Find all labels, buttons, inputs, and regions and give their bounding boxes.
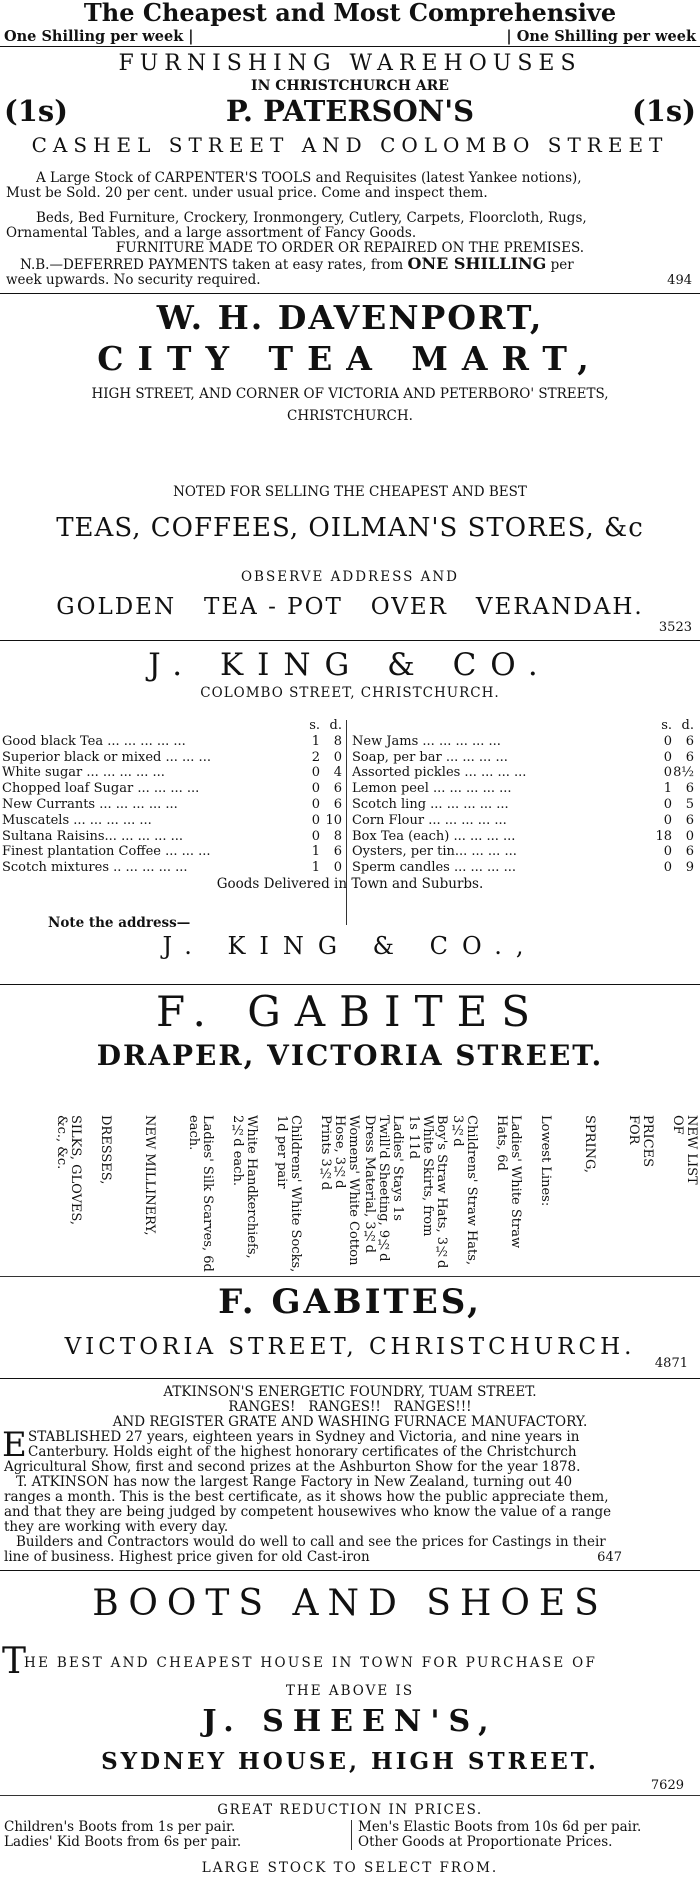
item-shillings: 1 [663,781,672,797]
price-list-header: s. d. [661,718,694,733]
gabites-name: F. GABITES [155,990,545,1034]
item-shillings: 18 [655,828,672,844]
item-pence: 10 [325,812,342,828]
item-name: White sugar ... ... ... ... ... [2,765,165,781]
item-pence: 8 [333,828,342,844]
paterson-name-row [0,95,700,127]
gabites-column: Childrens' Straw Hats, 3½d [450,1115,479,1266]
atkinson-line8: Builders and Contractors would do well to call and see the prices for Castings in their [16,1535,606,1550]
great-reduction: GREAT REDUCTION IN PRICES. [217,1802,483,1818]
boots-and-shoes-title: BOOTS AND SHOES [92,1584,608,1624]
divider-line [0,984,700,985]
item-pence: 6 [685,844,694,860]
atkinson-line9: line of business. Highest price given for old Cast-iron [4,1550,370,1565]
item-pence: 5 [685,796,694,812]
divider-line [0,1378,700,1379]
item-shillings: 1 [311,844,320,860]
gabites-column: Ladies' White Straw Hats, 6d [494,1115,523,1249]
item-name: Scotch mixtures .. ... ... ... ... [2,860,188,876]
item-name: Oysters, per tin... ... ... ... [352,844,517,860]
king-name-footer: J. KING & CO., [162,933,538,959]
paterson-tools-line2: Must be Sold. 20 per cent. under usual price. Come and inspect them. [6,186,488,201]
column-divider [346,720,347,925]
divider-line [0,46,700,47]
sheen-other-goods: Other Goods at Proportionate Prices. [358,1835,613,1850]
price-list-item [352,781,694,797]
item-pence: 8 [333,733,342,749]
price-badge-left: (1s) [4,95,68,127]
item-pence: 6 [685,781,694,797]
divider-line [0,1276,700,1277]
divider-line [0,1795,700,1796]
furnishing-warehouses: FURNISHING WAREHOUSES [118,52,582,76]
paterson-shilling-row [0,29,700,45]
item-shillings: 0 [311,812,320,828]
price-list-item [2,750,342,766]
item-shillings: 1 [311,860,320,876]
king-note-address: Note the address— [48,915,191,931]
item-shillings: 2 [311,749,320,765]
gabites-column: PRICES FOR [626,1115,655,1168]
atkinson-line3: Agricultural Show, first and second prizes at the Ashburton Show for the year 1878. [4,1460,581,1475]
gabites-column: White Handkerchiefs, 2½d each. [230,1115,259,1259]
gabites-draper: DRAPER, VICTORIA STREET. [96,1040,604,1072]
item-name: Box Tea (each) ... ... ... ... [352,828,516,844]
atkinson-dropcap: E [2,1425,27,1465]
ad-ref-647: 647 [597,1550,622,1565]
large-stock: LARGE STOCK TO SELECT FROM. [201,1860,499,1876]
atkinson-ranges: RANGES! RANGES!! RANGES!!! [228,1400,472,1415]
gabites-name-footer: F. GABITES, [218,1284,482,1320]
sheen-children-boots: Children's Boots from 1s per pair. [4,1820,236,1835]
item-shillings: 0 [311,828,320,844]
item-shillings: 0 [311,796,320,812]
atkinson-title: ATKINSON'S ENERGETIC FOUNDRY, TUAM STREET. [163,1385,537,1400]
ad-ref-494: 494 [667,273,692,288]
atkinson-line6: and that they are being judged by competent housewives who know the value of a range [4,1505,612,1520]
gabites-column: Ladies' Silk Scarves, 6d each. [186,1115,215,1272]
ad-ref-7629: 7629 [650,1778,684,1793]
item-name: Soap, per bar ... ... ... ... [352,749,508,765]
item-shillings: 0 [311,781,320,797]
davenport-goods: TEAS, COFFEES, OILMAN'S STORES, &c [56,514,644,542]
ad-ref-4871: 4871 [654,1356,688,1371]
atkinson-register: AND REGISTER GRATE AND WASHING FURNACE MANUFACTORY. [112,1415,588,1430]
item-shillings: 0 [663,844,672,860]
item-pence: 9 [685,860,694,876]
item-shillings: 0 [663,796,672,812]
item-name: Muscatels ... ... ... ... ... [2,812,152,828]
price-badge-right: (1s) [632,95,696,127]
atkinson-line1: STABLISHED 27 years, eighteen years in Sydney and Victoria, and nine years in [28,1430,580,1445]
price-list-item [352,797,694,813]
item-shillings: 0 [663,733,672,749]
davenport-address: HIGH STREET, AND CORNER OF VICTORIA AND PETERBORO' STREETS, [91,386,609,402]
item-pence: 6 [685,749,694,765]
davenport-observe: OBSERVE ADDRESS AND [240,569,460,585]
price-list-item [2,765,342,781]
price-list-item [352,734,694,750]
ad-ref-3523: 3523 [658,620,692,635]
item-name: Sperm candles ... ... ... ... [352,860,516,876]
golden-tea-pot: GOLDEN TEA - POT OVER VERANDAH. [56,594,644,620]
gabites-column: NEW LIST OF [670,1115,699,1185]
price-list-item [2,734,342,750]
paterson-week-line: week upwards. No security required. [6,273,261,288]
one-shilling-left: One Shilling per week | [4,29,194,45]
item-name: Corn Flour ... ... ... ... ... [352,812,507,828]
gabites-column: NEW MILLINERY, [142,1115,157,1236]
gabites-column: Ladies' Stays 1s Twill'd Sheeting, 9½d Dress Material, 3½d [362,1115,405,1262]
gabites-column: DRESSES, [98,1115,113,1185]
city-tea-mart: CITY TEA MART, [97,341,603,377]
item-pence: 6 [333,796,342,812]
sheen-mens-boots: Men's Elastic Boots from 10s 6d per pair. [358,1820,642,1835]
price-list-item [2,797,342,813]
price-list-item [2,844,342,860]
item-name: Scotch ling ... ... ... ... ... [352,796,509,812]
price-list-right [352,718,694,876]
atkinson-line5: ranges a month. This is the best certificate, as it shows how the public appreciate them, [4,1490,609,1505]
gabites-column: SILKS, GLOVES, &c., &c. [54,1115,83,1225]
sheen-name: J. SHEEN'S, [202,1705,498,1739]
atkinson-line2: Canterbury. Holds eight of the highest honorary certificates of the Christchurch [28,1445,577,1460]
price-list-left [2,718,342,876]
paterson-streets: CASHEL STREET AND COLOMBO STREET [31,134,669,156]
item-name: Chopped loaf Sugar ... ... ... ... [2,781,200,797]
in-christchurch-are: IN CHRISTCHURCH ARE [251,78,449,94]
sheen-ladies-boots: Ladies' Kid Boots from 6s per pair. [4,1835,242,1850]
price-list-item [352,844,694,860]
item-name: Lemon peel ... ... ... ... ... [352,781,512,797]
price-list-item [352,860,694,876]
davenport-city: CHRISTCHURCH. [287,408,413,424]
gabites-column: Childrens' White Socks, 1d per pair [274,1115,303,1273]
king-street: COLOMBO STREET, CHRISTCHURCH. [200,685,500,701]
gabites-column: Lowest Lines: [538,1115,553,1207]
price-list-item [2,860,342,876]
item-pence: 6 [685,812,694,828]
gabites-column: Boy's Straw Hats, 3½d White Skirts, from 1s 11d [406,1115,449,1269]
divider-line [0,293,700,294]
item-shillings: 0 [663,749,672,765]
item-shillings: 0 [663,765,672,781]
gabites-column: SPRING, [582,1115,597,1174]
item-shillings: 0 [663,860,672,876]
item-pence: 6 [685,733,694,749]
paterson-headline: The Cheapest and Most Comprehensive [83,0,617,26]
item-shillings: 1 [311,733,320,749]
price-list-item [2,813,342,829]
item-shillings: 0 [663,812,672,828]
price-list-header: s. d. [309,718,342,733]
item-pence: 4 [333,765,342,781]
divider-line [0,640,700,641]
item-pence: 0 [333,860,342,876]
paterson-deferred-line: N.B.—DEFERRED PAYMENTS taken at easy rates, from ONE SHILLING per [20,256,574,273]
item-pence: 6 [333,844,342,860]
davenport-noted: NOTED FOR SELLING THE CHEAPEST AND BEST [173,484,527,500]
atkinson-line4: T. ATKINSON has now the largest Range Factory in New Zealand, turning out 40 [16,1475,573,1490]
davenport-name: W. H. DAVENPORT, [156,300,544,336]
price-list-item [352,813,694,829]
atkinson-line7: they are working with every day. [4,1520,229,1535]
sheen-line1: HE BEST AND CHEAPEST HOUSE IN TOWN FOR PURCHASE OF [24,1655,598,1671]
price-list-item [2,781,342,797]
item-name: New Jams ... ... ... ... ... [352,733,501,749]
column-divider [351,1820,352,1850]
item-pence: 0 [333,749,342,765]
king-delivered: Goods Delivered in Town and Suburbs. [216,876,484,892]
price-list-item [2,829,342,845]
price-list-item [352,829,694,845]
sheen-line2: THE ABOVE IS [285,1683,415,1699]
king-name: J. KING & CO. [148,648,552,682]
item-name: Superior black or mixed ... ... ... [2,749,211,765]
item-name: Assorted pickles ... ... ... ... [352,765,527,781]
item-shillings: 0 [311,765,320,781]
item-name: Good black Tea ... ... ... ... ... [2,733,186,749]
one-shilling-right: | One Shilling per week [506,29,696,45]
item-name: Finest plantation Coffee ... ... ... [2,844,211,860]
gabites-street: VICTORIA STREET, CHRISTCHURCH. [64,1334,636,1360]
paterson-goods-line2: Ornamental Tables, and a large assortment of Fancy Goods. [6,226,417,241]
paterson-goods-line1: Beds, Bed Furniture, Crockery, Ironmongery, Cutlery, Carpets, Floorcloth, Rugs, [36,211,587,226]
item-name: Sultana Raisins... ... ... ... ... [2,828,184,844]
item-pence: 0 [685,828,694,844]
paterson-tools-line1: A Large Stock of CARPENTER'S TOOLS and Requisites (latest Yankee notions), [36,171,582,186]
gabites-column: Womens' White Cotton Hose, 3½d Prints 3½d [318,1115,361,1266]
price-list-item [352,750,694,766]
item-name: New Currants ... ... ... ... ... [2,796,178,812]
item-pence: 6 [333,781,342,797]
sydney-house: SYDNEY HOUSE, HIGH STREET. [101,1749,599,1775]
divider-line [0,1570,700,1571]
sheen-dropcap: T [2,1641,27,1682]
item-pence: 8½ [673,765,694,781]
paterson-name: P. PATERSON'S [225,95,475,127]
paterson-furniture-line: FURNITURE MADE TO ORDER OR REPAIRED ON THE PREMISES. [115,241,585,256]
price-list-item [352,765,694,781]
